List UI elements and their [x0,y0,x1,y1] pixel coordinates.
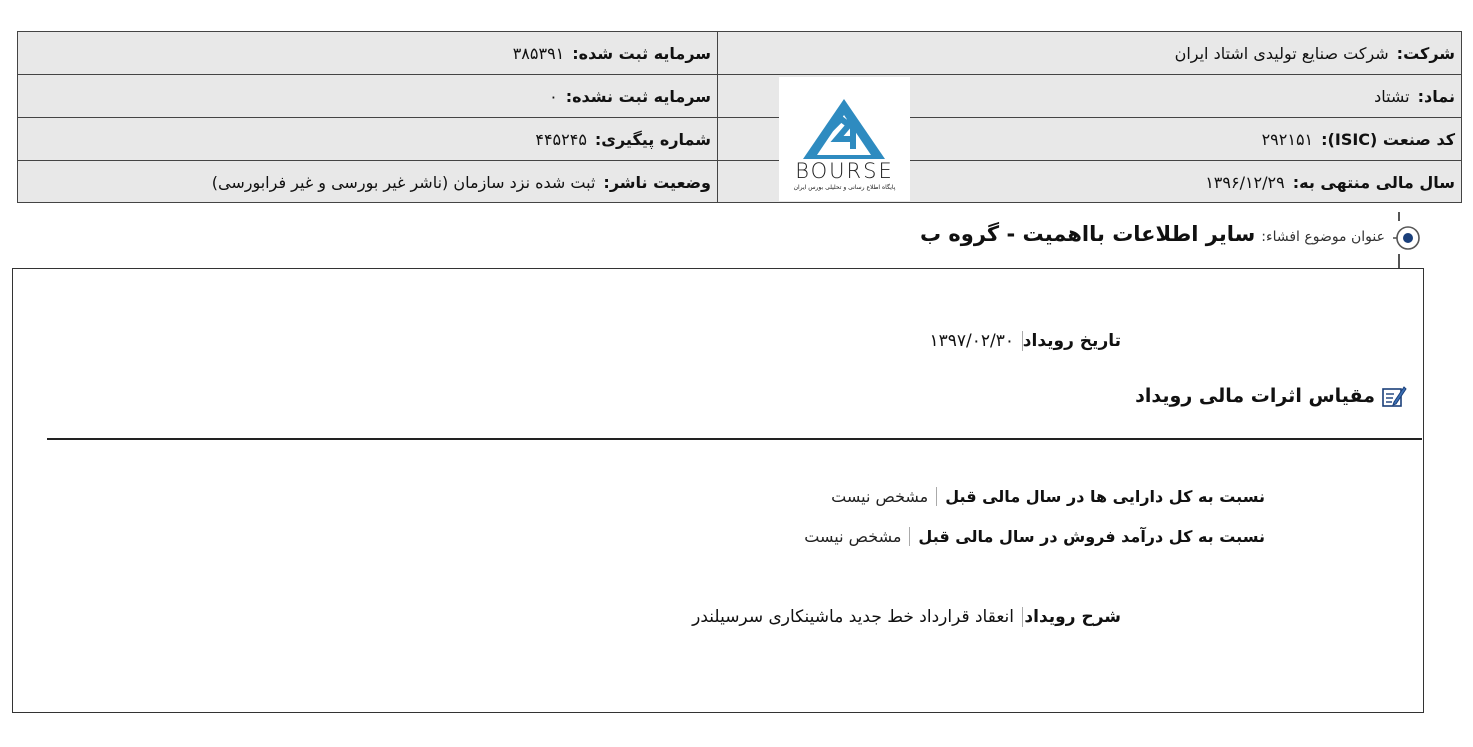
symbol-value: تشتاد [1374,86,1410,106]
subject-label: عنوان موضوع افشاء: [1261,229,1385,245]
target-icon [1393,223,1423,253]
financial-impact-section-title [1135,383,1407,409]
bourse-triangle-logo-icon [779,77,910,159]
unregistered-capital-cell [18,75,718,117]
event-date-field [824,324,1121,358]
company-cell [716,32,1461,74]
logo-text: BOURSE [795,159,894,183]
publisher-status-cell [18,161,718,203]
fiscal-year-value: ۱۳۹۶/۱۲/۲۹ [1205,172,1285,192]
section-title-text: مقیاس اثرات مالی رویداد [1135,385,1375,407]
unregistered-capital-value: ۰ [549,86,558,106]
event-description-label: شرح رویداد [1022,607,1121,627]
ratio-assets-value: مشخص نیست [831,486,929,506]
ratio-revenue-field [804,520,1265,552]
ratio-revenue-label: نسبت به کل درآمد فروش در سال مالی قبل [909,527,1265,546]
event-date-label: تاریخ رویداد [1022,331,1121,351]
registered-capital-cell [18,32,718,74]
symbol-label: نماد: [1417,86,1455,106]
bourse-logo [779,77,910,201]
section-divider [47,438,1422,440]
company-label: شرکت: [1396,43,1455,63]
info-row-isic [18,118,1461,161]
fiscal-year-label: سال مالی منتهی به: [1292,172,1455,192]
tracking-number-value: ۴۴۵۲۴۵ [535,129,587,149]
isic-label: کد صنعت (ISIC): [1321,129,1455,149]
publisher-status-value: ثبت شده نزد سازمان (ناشر غیر بورسی و غیر فرابورسی) [211,172,596,192]
isic-value: ۲۹۲۱۵۱ [1261,129,1314,149]
info-row-company [18,32,1461,75]
divider [1398,212,1400,221]
logo-subtitle: پایگاه اطلاع رسانی و تحلیلی بورس ایران [793,184,896,191]
ratio-assets-label: نسبت به کل دارایی ها در سال مالی قبل [936,487,1265,506]
event-description-field [692,601,1121,633]
event-description-value: انعقاد قرارداد خط جدید ماشینکاری سرسیلندر [692,607,1014,627]
publisher-status-label: وضعیت ناشر: [603,172,711,192]
unregistered-capital-label: سرمایه ثبت نشده: [565,86,711,106]
info-row-symbol [18,75,1461,118]
company-value: شرکت صنایع تولیدی اشتاد ایران [1174,43,1389,63]
disclosure-subject [920,222,1385,246]
registered-capital-value: ۳۸۵۳۹۱ [512,43,565,63]
company-info-table [17,31,1462,203]
event-date-value: ۱۳۹۷/۰۲/۳۰ [929,331,1014,351]
subject-value: سایر اطلاعات بااهمیت - گروه ب [920,222,1256,246]
tracking-number-cell [18,118,718,160]
registered-capital-label: سرمایه ثبت شده: [572,43,711,63]
ratio-assets-field [831,480,1265,512]
divider [1398,254,1400,268]
info-row-fiscal-year [18,161,1461,204]
ratio-revenue-value: مشخص نیست [804,526,902,546]
tracking-number-label: شماره پیگیری: [594,129,711,149]
edit-icon [1381,383,1407,409]
